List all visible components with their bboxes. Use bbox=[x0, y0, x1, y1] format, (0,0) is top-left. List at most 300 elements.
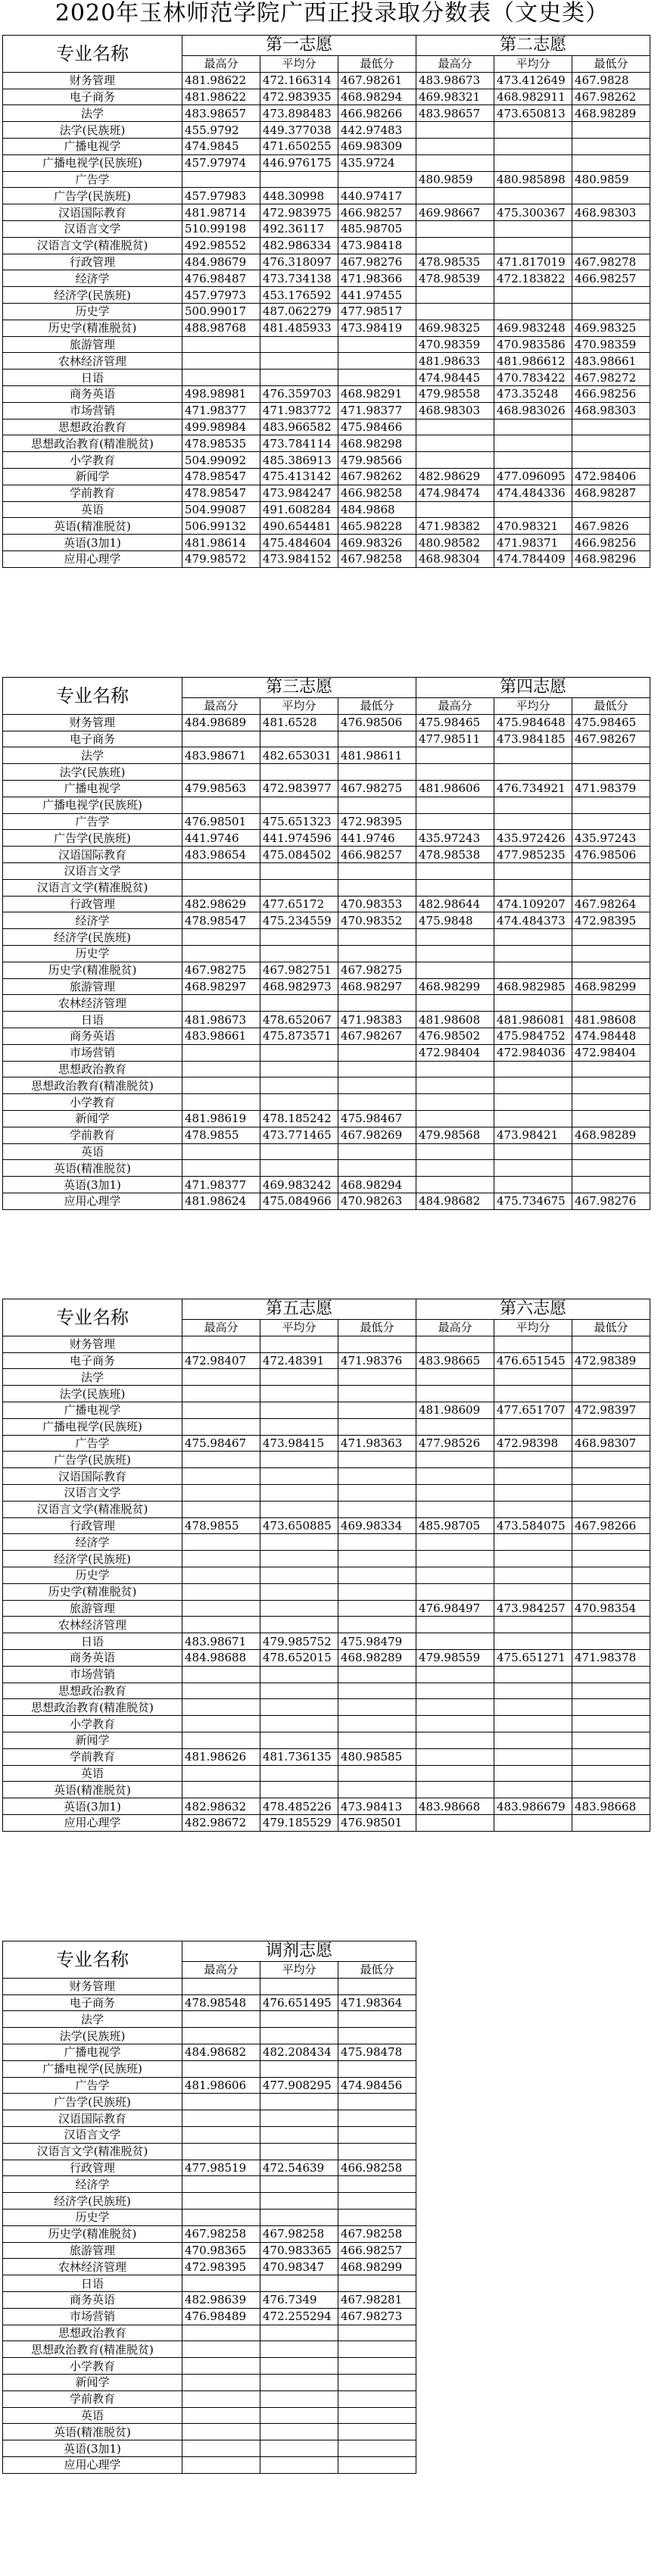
score-cell bbox=[338, 1418, 416, 1435]
score-cell: 441.974596 bbox=[260, 830, 338, 847]
score-cell bbox=[182, 1044, 260, 1061]
score-cell: 471.98376 bbox=[338, 1352, 416, 1369]
table-row bbox=[3, 2060, 416, 2077]
table-row bbox=[3, 303, 650, 320]
table-row bbox=[3, 1061, 650, 1077]
major-name: 市场营销 bbox=[3, 402, 182, 419]
table-row bbox=[3, 1666, 650, 1683]
score-cell bbox=[416, 1666, 494, 1683]
score-cell bbox=[182, 2358, 260, 2375]
major-name: 广告学 bbox=[3, 2077, 182, 2094]
score-cell: 482.98644 bbox=[416, 896, 494, 912]
score-cell: 473.35248 bbox=[494, 385, 572, 402]
score-cell bbox=[260, 1468, 338, 1485]
score-cell bbox=[338, 1699, 416, 1716]
score-cell bbox=[572, 303, 650, 320]
score-cell bbox=[182, 1699, 260, 1716]
score-cell: 435.97243 bbox=[416, 830, 494, 847]
score-cell: 474.484336 bbox=[494, 485, 572, 501]
score-cell bbox=[182, 1765, 260, 1782]
score-subheader: 平均分 bbox=[260, 1962, 338, 1979]
score-cell bbox=[416, 813, 494, 830]
table-row bbox=[3, 747, 650, 764]
score-cell bbox=[338, 1501, 416, 1517]
major-name: 农林经济管理 bbox=[3, 995, 182, 1012]
score-cell bbox=[572, 1716, 650, 1732]
score-cell bbox=[338, 1534, 416, 1551]
score-cell bbox=[338, 1567, 416, 1583]
score-cell: 473.984257 bbox=[494, 1600, 572, 1617]
score-cell bbox=[338, 1551, 416, 1567]
score-cell bbox=[572, 287, 650, 304]
major-name: 经济学 bbox=[3, 2176, 182, 2193]
score-cell: 467.982751 bbox=[260, 962, 338, 978]
score-cell bbox=[416, 945, 494, 962]
score-cell bbox=[572, 1336, 650, 1352]
score-cell bbox=[494, 154, 572, 171]
major-name: 汉语国际教育 bbox=[3, 2110, 182, 2127]
major-name: 行政管理 bbox=[3, 1517, 182, 1534]
score-cell bbox=[182, 862, 260, 879]
score-cell bbox=[494, 1567, 572, 1583]
score-table-block-2 bbox=[2, 677, 650, 1210]
score-cell bbox=[572, 237, 650, 254]
score-cell: 471.98364 bbox=[338, 1994, 416, 2011]
score-cell bbox=[260, 1683, 338, 1699]
score-cell: 466.98256 bbox=[572, 385, 650, 402]
table-row bbox=[3, 1732, 650, 1748]
table-row bbox=[3, 370, 650, 386]
major-name: 应用心理学 bbox=[3, 550, 182, 567]
score-subheader: 最低分 bbox=[338, 1320, 416, 1336]
score-cell: 467.98281 bbox=[338, 2291, 416, 2308]
choice-group-header: 第一志愿 bbox=[182, 36, 416, 56]
score-cell: 467.98262 bbox=[572, 89, 650, 105]
major-name: 小学教育 bbox=[3, 1716, 182, 1732]
score-cell bbox=[338, 1666, 416, 1683]
score-cell: 466.98257 bbox=[338, 847, 416, 863]
score-cell bbox=[338, 2358, 416, 2375]
score-cell bbox=[260, 2176, 338, 2193]
choice-group-header: 调剂志愿 bbox=[182, 1941, 416, 1962]
major-name: 农林经济管理 bbox=[3, 1617, 182, 1633]
score-cell bbox=[494, 419, 572, 435]
score-cell bbox=[494, 1452, 572, 1468]
score-cell bbox=[260, 929, 338, 946]
score-cell: 467.98275 bbox=[338, 962, 416, 978]
score-cell bbox=[338, 2126, 416, 2143]
score-cell bbox=[338, 171, 416, 188]
table-row bbox=[3, 847, 650, 863]
score-cell: 473.984247 bbox=[260, 485, 338, 501]
score-cell bbox=[494, 1617, 572, 1633]
score-cell bbox=[416, 1551, 494, 1567]
score-cell bbox=[260, 1386, 338, 1402]
score-cell bbox=[338, 2424, 416, 2440]
score-cell: 466.98258 bbox=[338, 485, 416, 501]
table-row bbox=[3, 2456, 416, 2473]
score-cell: 468.98303 bbox=[572, 402, 650, 419]
score-cell: 470.98359 bbox=[416, 336, 494, 353]
score-cell: 476.98487 bbox=[182, 270, 260, 287]
score-cell: 484.98682 bbox=[182, 2044, 260, 2060]
score-cell bbox=[260, 2011, 338, 2028]
score-cell bbox=[182, 1386, 260, 1402]
major-column-header: 专业名称 bbox=[3, 678, 182, 715]
major-name: 电子商务 bbox=[3, 731, 182, 747]
score-cell bbox=[260, 1077, 338, 1094]
table-row bbox=[3, 945, 650, 962]
table-row bbox=[3, 2407, 416, 2424]
score-cell bbox=[182, 1617, 260, 1633]
score-cell: 467.98258 bbox=[260, 2225, 338, 2242]
score-cell bbox=[494, 1110, 572, 1127]
score-cell bbox=[416, 1369, 494, 1386]
score-cell bbox=[338, 1160, 416, 1177]
score-cell bbox=[338, 2028, 416, 2044]
score-cell bbox=[338, 1782, 416, 1798]
score-subheader: 最高分 bbox=[416, 698, 494, 715]
score-cell bbox=[416, 220, 494, 237]
score-cell bbox=[494, 1765, 572, 1782]
score-cell bbox=[572, 797, 650, 813]
score-cell bbox=[572, 1110, 650, 1127]
score-cell: 478.9855 bbox=[182, 1517, 260, 1534]
table-row bbox=[3, 2390, 416, 2407]
score-cell: 469.98326 bbox=[338, 535, 416, 551]
score-cell bbox=[260, 370, 338, 386]
table-row bbox=[3, 2044, 416, 2060]
score-cell: 483.98654 bbox=[182, 847, 260, 863]
score-cell: 471.98378 bbox=[572, 1649, 650, 1666]
table-row bbox=[3, 797, 650, 813]
score-cell bbox=[572, 452, 650, 469]
score-cell: 478.485226 bbox=[260, 1798, 338, 1815]
score-cell bbox=[182, 1782, 260, 1798]
score-cell: 478.98548 bbox=[182, 1994, 260, 2011]
choice-group-header: 第三志愿 bbox=[182, 678, 416, 698]
score-cell: 467.98275 bbox=[182, 962, 260, 978]
score-cell: 483.966582 bbox=[260, 419, 338, 435]
score-cell: 471.983772 bbox=[260, 402, 338, 419]
table-row bbox=[3, 402, 650, 419]
major-name: 汉语国际教育 bbox=[3, 847, 182, 863]
score-cell: 465.98228 bbox=[338, 518, 416, 535]
score-cell bbox=[338, 1077, 416, 1094]
score-cell bbox=[260, 1600, 338, 1617]
score-cell: 473.898483 bbox=[260, 105, 338, 122]
score-cell: 467.98261 bbox=[338, 72, 416, 89]
score-cell: 475.984752 bbox=[494, 1028, 572, 1044]
score-cell: 469.98334 bbox=[338, 1517, 416, 1534]
score-cell bbox=[338, 797, 416, 813]
score-cell bbox=[338, 2275, 416, 2292]
major-name: 英语(3加1) bbox=[3, 2440, 182, 2457]
score-cell bbox=[182, 2011, 260, 2028]
score-cell: 472.255294 bbox=[260, 2308, 338, 2325]
score-cell bbox=[260, 2028, 338, 2044]
score-cell: 457.97973 bbox=[182, 287, 260, 304]
score-cell bbox=[416, 1748, 494, 1765]
score-subheader: 平均分 bbox=[260, 1320, 338, 1336]
score-cell: 481.98614 bbox=[182, 535, 260, 551]
major-name: 日语 bbox=[3, 1012, 182, 1028]
score-cell bbox=[416, 1177, 494, 1193]
table-row bbox=[3, 1418, 650, 1435]
score-cell: 469.983248 bbox=[494, 320, 572, 336]
major-name: 广播电视学(民族班) bbox=[3, 797, 182, 813]
table-row bbox=[3, 830, 650, 847]
score-cell bbox=[572, 1077, 650, 1094]
score-cell bbox=[572, 1094, 650, 1111]
score-cell: 467.98269 bbox=[338, 1127, 416, 1143]
score-cell bbox=[260, 862, 338, 879]
score-cell bbox=[260, 879, 338, 896]
score-cell bbox=[494, 764, 572, 781]
score-cell: 470.98347 bbox=[260, 2259, 338, 2275]
score-cell bbox=[260, 945, 338, 962]
score-cell bbox=[572, 154, 650, 171]
score-cell bbox=[494, 1094, 572, 1111]
major-name: 行政管理 bbox=[3, 2160, 182, 2176]
score-cell bbox=[338, 2110, 416, 2127]
major-column-header: 专业名称 bbox=[3, 1941, 182, 1979]
score-cell bbox=[260, 1418, 338, 1435]
score-cell bbox=[338, 1978, 416, 1994]
major-name: 广播电视学 bbox=[3, 1402, 182, 1418]
score-cell: 481.98606 bbox=[416, 780, 494, 797]
score-cell bbox=[338, 1369, 416, 1386]
score-cell: 484.9868 bbox=[338, 501, 416, 518]
major-name: 广告学(民族班) bbox=[3, 188, 182, 204]
score-cell: 470.983365 bbox=[260, 2242, 338, 2259]
score-cell: 476.98489 bbox=[182, 2308, 260, 2325]
score-cell: 470.98359 bbox=[572, 336, 650, 353]
score-cell: 473.98418 bbox=[338, 237, 416, 254]
score-cell bbox=[416, 1683, 494, 1699]
score-cell bbox=[338, 764, 416, 781]
score-cell bbox=[572, 1369, 650, 1386]
table-row bbox=[3, 1452, 650, 1468]
score-cell bbox=[416, 452, 494, 469]
score-cell: 470.98353 bbox=[338, 896, 416, 912]
score-cell: 475.98467 bbox=[182, 1435, 260, 1452]
score-cell bbox=[494, 879, 572, 896]
score-cell: 472.98395 bbox=[338, 813, 416, 830]
score-cell: 469.98325 bbox=[416, 320, 494, 336]
major-name: 法学(民族班) bbox=[3, 764, 182, 781]
table-row bbox=[3, 89, 650, 105]
score-cell: 472.98407 bbox=[182, 1352, 260, 1369]
score-cell bbox=[572, 1177, 650, 1193]
score-cell bbox=[260, 2358, 338, 2375]
score-subheader: 最低分 bbox=[572, 1320, 650, 1336]
score-cell: 483.98671 bbox=[182, 1633, 260, 1650]
score-cell bbox=[182, 1094, 260, 1111]
choice-group-header: 第四志愿 bbox=[416, 678, 650, 698]
score-cell: 481.98622 bbox=[182, 89, 260, 105]
score-cell bbox=[260, 1782, 338, 1798]
score-cell bbox=[182, 1732, 260, 1748]
score-cell: 474.109207 bbox=[494, 896, 572, 912]
score-cell: 476.359703 bbox=[260, 385, 338, 402]
score-cell bbox=[494, 1160, 572, 1177]
major-name: 英语 bbox=[3, 2407, 182, 2424]
table-row bbox=[3, 1978, 416, 1994]
table-row bbox=[3, 2110, 416, 2127]
major-name: 广播电视学(民族班) bbox=[3, 1418, 182, 1435]
score-cell: 478.98547 bbox=[182, 485, 260, 501]
score-cell bbox=[182, 1452, 260, 1468]
major-name: 经济学 bbox=[3, 1534, 182, 1551]
score-cell: 468.98297 bbox=[338, 978, 416, 995]
score-subheader: 最高分 bbox=[182, 1962, 260, 1979]
score-cell: 475.484604 bbox=[260, 535, 338, 551]
score-cell bbox=[572, 962, 650, 978]
score-cell bbox=[260, 171, 338, 188]
score-cell: 506.99132 bbox=[182, 518, 260, 535]
score-cell bbox=[182, 2110, 260, 2127]
score-cell: 470.98263 bbox=[338, 1193, 416, 1209]
major-name: 学前教育 bbox=[3, 2390, 182, 2407]
score-cell: 476.98502 bbox=[416, 1028, 494, 1044]
score-cell: 481.98624 bbox=[182, 1193, 260, 1209]
score-cell: 474.784409 bbox=[494, 550, 572, 567]
score-cell bbox=[182, 2094, 260, 2110]
table-row bbox=[3, 452, 650, 469]
score-cell: 475.98465 bbox=[572, 714, 650, 731]
score-cell: 469.98309 bbox=[338, 138, 416, 154]
score-cell bbox=[416, 1336, 494, 1352]
score-cell bbox=[572, 1666, 650, 1683]
major-name: 市场营销 bbox=[3, 2308, 182, 2325]
table-row bbox=[3, 929, 650, 946]
table-row bbox=[3, 2176, 416, 2193]
major-name: 新闻学 bbox=[3, 468, 182, 485]
score-cell bbox=[572, 1534, 650, 1551]
table-row bbox=[3, 1765, 650, 1782]
major-name: 电子商务 bbox=[3, 1352, 182, 1369]
score-cell: 499.98984 bbox=[182, 419, 260, 435]
score-cell: 475.234559 bbox=[260, 912, 338, 929]
score-cell bbox=[182, 1683, 260, 1699]
table-row bbox=[3, 1798, 650, 1815]
score-cell bbox=[572, 1782, 650, 1798]
score-cell bbox=[494, 1782, 572, 1798]
table-row bbox=[3, 237, 650, 254]
score-cell bbox=[572, 1567, 650, 1583]
score-cell: 478.98547 bbox=[182, 912, 260, 929]
major-name: 行政管理 bbox=[3, 896, 182, 912]
score-cell: 468.98298 bbox=[338, 435, 416, 452]
score-cell bbox=[494, 1666, 572, 1683]
score-cell bbox=[338, 879, 416, 896]
score-cell bbox=[182, 1402, 260, 1418]
score-subheader: 最高分 bbox=[416, 56, 494, 73]
table-row bbox=[3, 1077, 650, 1094]
score-cell: 477.65172 bbox=[260, 896, 338, 912]
score-cell bbox=[260, 995, 338, 1012]
major-name: 学前教育 bbox=[3, 1748, 182, 1765]
table-row bbox=[3, 1143, 650, 1160]
table-row bbox=[3, 862, 650, 879]
score-cell bbox=[338, 2374, 416, 2390]
score-cell: 441.9746 bbox=[338, 830, 416, 847]
score-cell bbox=[416, 1617, 494, 1633]
score-cell bbox=[260, 1765, 338, 1782]
major-name: 小学教育 bbox=[3, 2358, 182, 2375]
score-cell bbox=[416, 287, 494, 304]
score-cell bbox=[260, 1583, 338, 1600]
table-row bbox=[3, 1177, 650, 1193]
score-cell bbox=[494, 1386, 572, 1402]
score-table-block-1 bbox=[2, 35, 650, 568]
score-cell: 482.98629 bbox=[182, 896, 260, 912]
score-cell: 483.98657 bbox=[416, 105, 494, 122]
score-cell: 468.98297 bbox=[182, 978, 260, 995]
score-cell bbox=[416, 435, 494, 452]
table-row bbox=[3, 2291, 416, 2308]
table-row bbox=[3, 72, 650, 89]
table-row bbox=[3, 2126, 416, 2143]
score-cell bbox=[338, 2325, 416, 2341]
score-cell: 484.98682 bbox=[416, 1193, 494, 1209]
score-cell: 479.185529 bbox=[260, 1814, 338, 1831]
score-cell bbox=[260, 2374, 338, 2390]
score-cell bbox=[338, 929, 416, 946]
major-name: 学前教育 bbox=[3, 485, 182, 501]
major-name: 市场营销 bbox=[3, 1666, 182, 1683]
score-cell bbox=[260, 2341, 338, 2358]
score-cell: 468.98304 bbox=[416, 550, 494, 567]
score-cell bbox=[572, 122, 650, 139]
score-cell: 476.98506 bbox=[338, 714, 416, 731]
table-row bbox=[3, 1484, 650, 1501]
score-cell bbox=[338, 1336, 416, 1352]
score-subheader: 最高分 bbox=[182, 698, 260, 715]
score-cell: 468.982985 bbox=[494, 978, 572, 995]
score-cell bbox=[416, 1061, 494, 1077]
score-cell bbox=[338, 1094, 416, 1111]
score-cell bbox=[572, 1452, 650, 1468]
score-cell: 485.98705 bbox=[416, 1517, 494, 1534]
score-cell: 472.166314 bbox=[260, 72, 338, 89]
score-cell bbox=[416, 138, 494, 154]
score-cell: 473.98413 bbox=[338, 1798, 416, 1815]
score-cell bbox=[182, 2341, 260, 2358]
major-name: 英语 bbox=[3, 501, 182, 518]
score-cell: 478.98535 bbox=[182, 435, 260, 452]
major-name: 汉语言文学(精准脱贫) bbox=[3, 1501, 182, 1517]
score-cell: 457.97974 bbox=[182, 154, 260, 171]
score-cell: 487.062279 bbox=[260, 303, 338, 320]
score-subheader: 平均分 bbox=[494, 56, 572, 73]
score-cell: 482.208434 bbox=[260, 2044, 338, 2060]
score-cell: 472.98404 bbox=[416, 1044, 494, 1061]
choice-group-header: 第六志愿 bbox=[416, 1299, 650, 1320]
score-cell bbox=[572, 1468, 650, 1485]
score-cell: 467.98266 bbox=[572, 1517, 650, 1534]
score-cell: 472.54639 bbox=[260, 2160, 338, 2176]
score-cell bbox=[338, 2456, 416, 2473]
score-cell: 467.98272 bbox=[572, 370, 650, 386]
score-cell bbox=[338, 2060, 416, 2077]
score-cell: 500.99017 bbox=[182, 303, 260, 320]
score-cell: 468.983026 bbox=[494, 402, 572, 419]
score-cell bbox=[572, 995, 650, 1012]
major-name: 经济学(民族班) bbox=[3, 287, 182, 304]
score-cell: 435.97243 bbox=[572, 830, 650, 847]
